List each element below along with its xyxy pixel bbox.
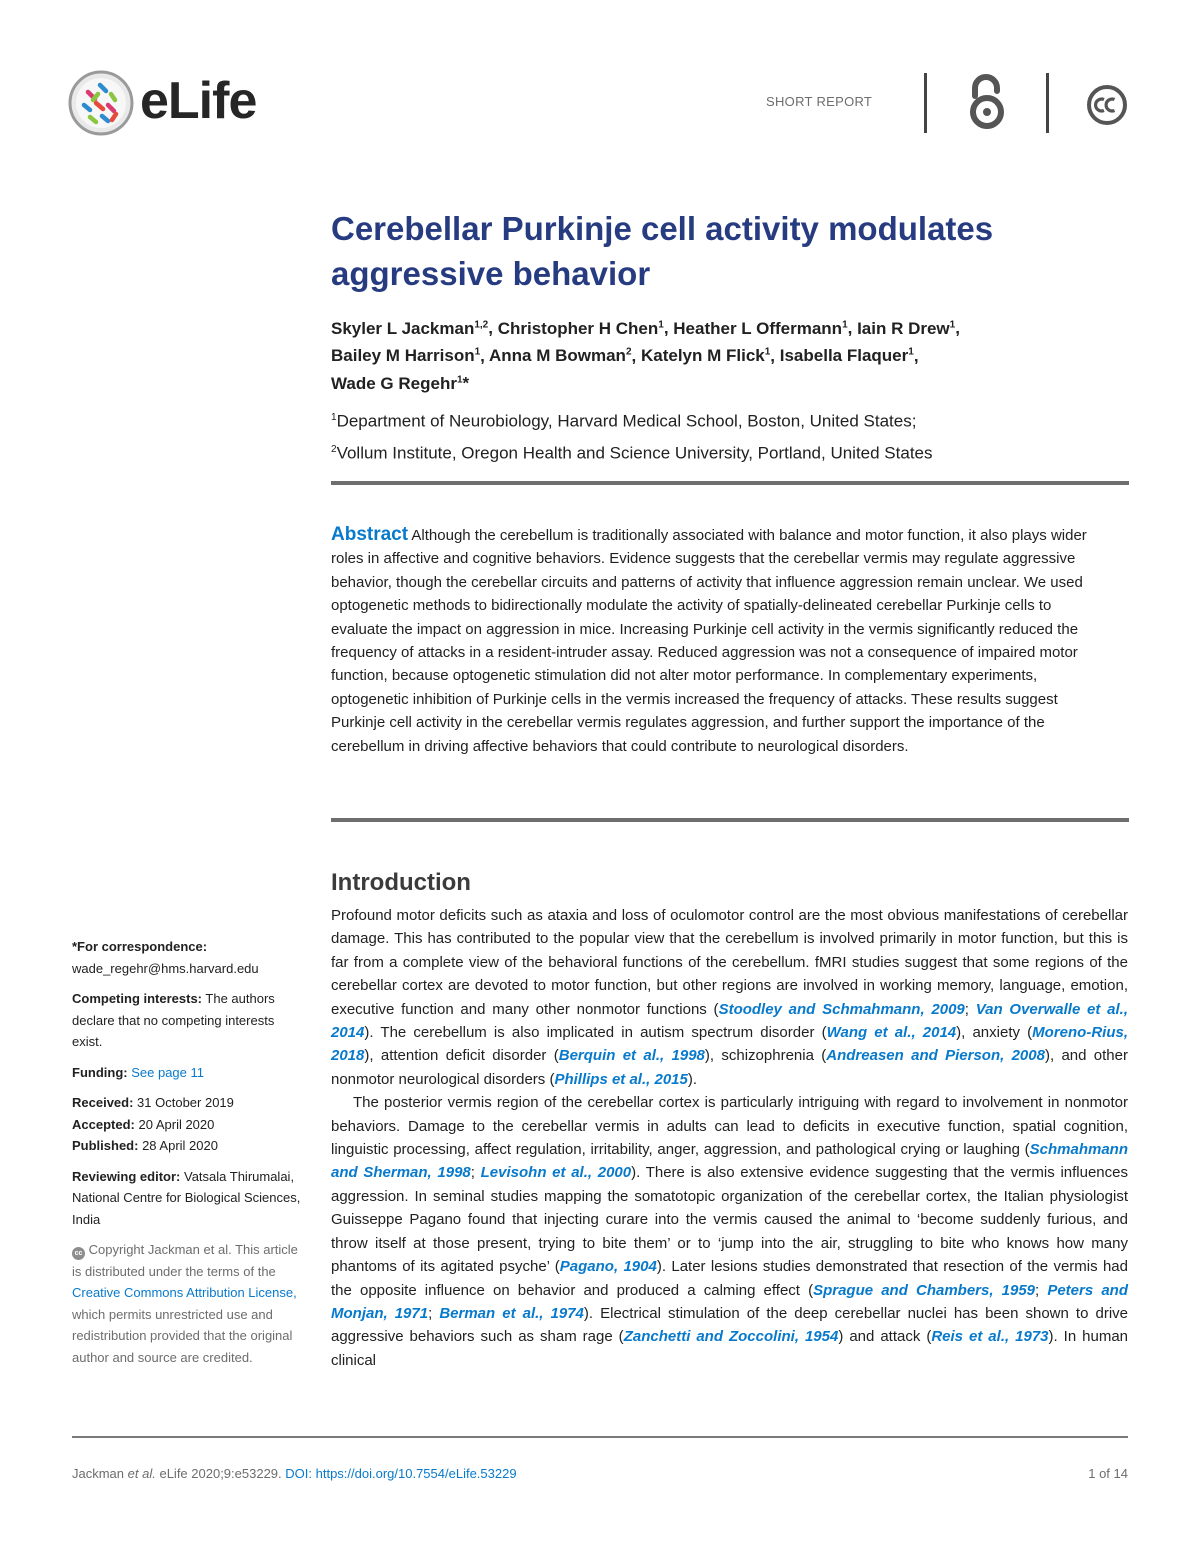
intro-text: ), attention deficit disorder ( (364, 1047, 559, 1065)
author[interactable]: Christopher H Chen$^1$ (497, 318, 664, 338)
intro-text: ). Electrical stimulation of the deep cerebellar nuclei has been shown to drive aggressive behaviors such as sham rage ( (331, 1304, 1128, 1346)
citation-link[interactable]: Levisohn et al., 2000 (480, 1164, 632, 1182)
citation-link[interactable]: Van Overwalle et al., 2014 (331, 1000, 1129, 1042)
section-divider (331, 481, 1129, 485)
citation-link[interactable]: Phillips et al., 2015 (554, 1070, 688, 1088)
citation-link[interactable]: Reis et al., 1973 (931, 1328, 1049, 1346)
published-date: 28 April 2020 (142, 1138, 218, 1153)
intro-text: ; (1035, 1281, 1048, 1299)
page-number: 1 of 14 (1088, 1466, 1128, 1481)
published-label: Published: (72, 1138, 139, 1153)
author[interactable]: Wade G Regehr$^1$ (331, 373, 463, 393)
article-title: Cerebellar Purkinje cell activity modulates aggressive behavior (331, 210, 994, 292)
author[interactable]: Bailey M Harrison$^1$ (331, 346, 481, 366)
author[interactable]: Heather L Offermann$^1$ (673, 318, 848, 338)
license-link[interactable]: Creative Commons Attribution License, (72, 1285, 297, 1300)
intro-text: ). (687, 1070, 698, 1088)
elife-logo[interactable] (68, 68, 278, 138)
funding-link[interactable]: See page 11 (131, 1064, 204, 1080)
footer-citation: Jackman et al. eLife 2020;9:e53229. DOI: https://doi.org/10.7554/eLife.53229 (72, 1466, 517, 1481)
citation-link[interactable]: Moreno-Rius, 2018 (331, 1024, 1128, 1065)
header-divider (924, 73, 927, 133)
copyright-text: Copyright Jackman et al. This article is distributed under the terms of the (72, 1242, 298, 1279)
intro-text: Profound motor deficits such as ataxia and loss of oculomotor control are the most obvious manifestations of cerebellar damage. This has contributed to the popular view that the cerebellum is involved primarily in motor function, but this is far from a complete view of the behavioral functions of the cerebellum. fMRI studies suggest that some regions of the cerebellar cortex are devoted to motor function, but other regions are involved in working memory, language, emotion, executive function and many other nonmotor functions ( (331, 907, 1128, 1018)
footer-divider (72, 1436, 1128, 1438)
author-list: Skyler L Jackman$^{1,2}$, Christopher H Chen$^1$, Heather L Offermann$^1$, Iain R Drew$^1$, Bailey M Harrison$^1$, Anna M Bowman$^2$, Katelyn M Flick$^1$, Isabella Flaquer$^1$, Wade G Regehr$^1$* (331, 318, 960, 393)
header-divider (1046, 73, 1049, 133)
citation-link[interactable]: Zanchetti and Zoccolini, 1954 (623, 1328, 839, 1346)
creative-commons-small-icon: cc (72, 1247, 85, 1260)
citation-link[interactable]: Berquin et al., 1998 (558, 1047, 705, 1065)
citation-link[interactable]: Peters and Monjan, 1971 (331, 1281, 1128, 1322)
intro-text: ), schizophrenia ( (704, 1047, 827, 1065)
received-date: 31 October 2019 (137, 1095, 234, 1110)
affiliation: $^1$Department of Neurobiology, Harvard Medical School, Boston, United States; (331, 411, 917, 431)
elife-logo-text: eLife (140, 72, 257, 130)
correspondence-label: *For correspondence: (72, 939, 208, 954)
abstract (331, 523, 1111, 758)
section-divider (331, 818, 1129, 822)
intro-text: ). There is also extensive evidence suggesting that the vermis influences aggression. In seminal studies mapping the somatotopic organization of the cerebellar cortex, the Italian physiologist Guisseppe Pagano found that injecting curare into the vermis caused the animal to ‘become suddenly furious, and throw itself at those present, trying to bite them’ or to ‘jump into the air, struggling to bite who knows how many phantoms of its agitated psyche’ ( (331, 1164, 1128, 1276)
author[interactable]: Anna M Bowman$^2$ (489, 346, 632, 366)
citation-link[interactable]: Andreasen and Pierson, 2008 (826, 1047, 1045, 1065)
intro-text: ). In human clinical (331, 1328, 1129, 1369)
competing-interests-label: Competing interests: (72, 991, 203, 1006)
author[interactable]: Katelyn M Flick$^1$ (640, 346, 771, 366)
reviewing-editor-text: Vatsala Thirumalai, National Centre for Biological Sciences, India (72, 1168, 301, 1227)
funding-label: Funding: (72, 1064, 128, 1080)
intro-paragraph (331, 1091, 1128, 1372)
intro-text: The posterior vermis region of the cerebellar cortex is particularly intriguing with regard to involvement in nonmotor behaviors. Damage to the cerebellar vermis in adults can lead to deficits in executive function, spatial cognition, linguistic processing, affect regulation, irritability, anger, aggression, and pathological crying or laughing ( (331, 1094, 1128, 1159)
citation-link[interactable]: Stoodley and Schmahmann, 2009 (718, 1000, 965, 1018)
author[interactable]: Iain R Drew$^1$ (857, 318, 956, 338)
intro-text: ), anxiety ( (956, 1024, 1033, 1042)
abstract-heading: Abstract (331, 524, 409, 545)
citation-link[interactable]: Pagano, 1904 (559, 1258, 657, 1276)
affiliations (331, 404, 1131, 467)
accepted-label: Accepted: (72, 1116, 135, 1132)
intro-text: ; (470, 1164, 481, 1182)
doi-label: DOI: (285, 1466, 312, 1481)
citation-link[interactable]: Wang et al., 2014 (826, 1024, 957, 1042)
accepted-date: 20 April 2020 (138, 1116, 215, 1132)
affiliation: $^2$Vollum Institute, Oregon Health and Science University, Portland, United States (331, 443, 933, 463)
article-type-label: SHORT REPORT (766, 94, 873, 109)
author[interactable]: Skyler L Jackman$^{1,2}$ (331, 318, 489, 338)
elife-logo-icon (68, 70, 134, 136)
citation-link[interactable]: Sprague and Chambers, 1959 (813, 1281, 1036, 1299)
creative-commons-icon[interactable] (1086, 84, 1128, 126)
citation-link[interactable]: Schmahmann and Sherman, 1998 (331, 1141, 1128, 1182)
intro-paragraph (331, 904, 1128, 1091)
correspondence-email[interactable]: wade_regehr@hms.harvard.edu (72, 960, 259, 976)
copyright-text-2: which permits unrestricted use and redistribution provided that the original author and source are credited. (72, 1306, 293, 1365)
doi-link[interactable]: https://doi.org/10.7554/eLife.53229 (315, 1466, 517, 1481)
introduction-body (331, 904, 1128, 1372)
introduction-heading: Introduction (331, 869, 471, 896)
open-access-icon[interactable] (965, 74, 1009, 130)
citation-link[interactable]: Berman et al., 1974 (439, 1304, 584, 1322)
competing-interests-text: The authors declare that no competing interests exist. (72, 991, 275, 1049)
author[interactable]: Isabella Flaquer$^1$ (779, 346, 914, 366)
intro-text: ). The cerebellum is also implicated in autism spectrum disorder ( (364, 1024, 827, 1042)
abstract-text: Although the cerebellum is traditionally associated with balance and motor function, it also plays wider roles in affective and cognitive behaviors. Evidence suggests that the cerebellar vermis may regulate aggressive behavior, though the cerebellar circuits and patterns of activity that influence aggression remain unclear. We used optogenetic methods to bidirectionally modulate the activity of spatially-delineated cerebellar Purkinje cells to evaluate the impact on aggression in mice. Increasing Purkinje cell activity in the vermis significantly reduced the frequency of attacks in a resident-intruder assay. Reduced aggression was not a consequence of impaired motor function, because optogenetic stimulation did not alter motor performance. In complementary experiments, optogenetic inhibition of Purkinje cells in the vermis increased the frequency of attacks. These results suggest Purkinje cell activity in the cerebellar vermis regulates aggression, and further support the importance of the cerebellum in driving affective behaviors that could contribute to neurological disorders. (331, 527, 1087, 755)
reviewing-editor-label: Reviewing editor: (72, 1168, 181, 1184)
intro-text: ; (964, 1000, 976, 1018)
intro-text: ; (428, 1304, 440, 1322)
intro-text: ) and attack ( (838, 1328, 932, 1346)
received-label: Received: (72, 1095, 134, 1110)
article-info-sidebar (72, 936, 302, 1377)
intro-text: ), and other nonmotor neurological disorders ( (331, 1047, 1128, 1088)
intro-text: ). Later lesions studies demonstrated that resection of the vermis had the opposite influence on behavior and produced a calming effect ( (331, 1258, 1128, 1299)
